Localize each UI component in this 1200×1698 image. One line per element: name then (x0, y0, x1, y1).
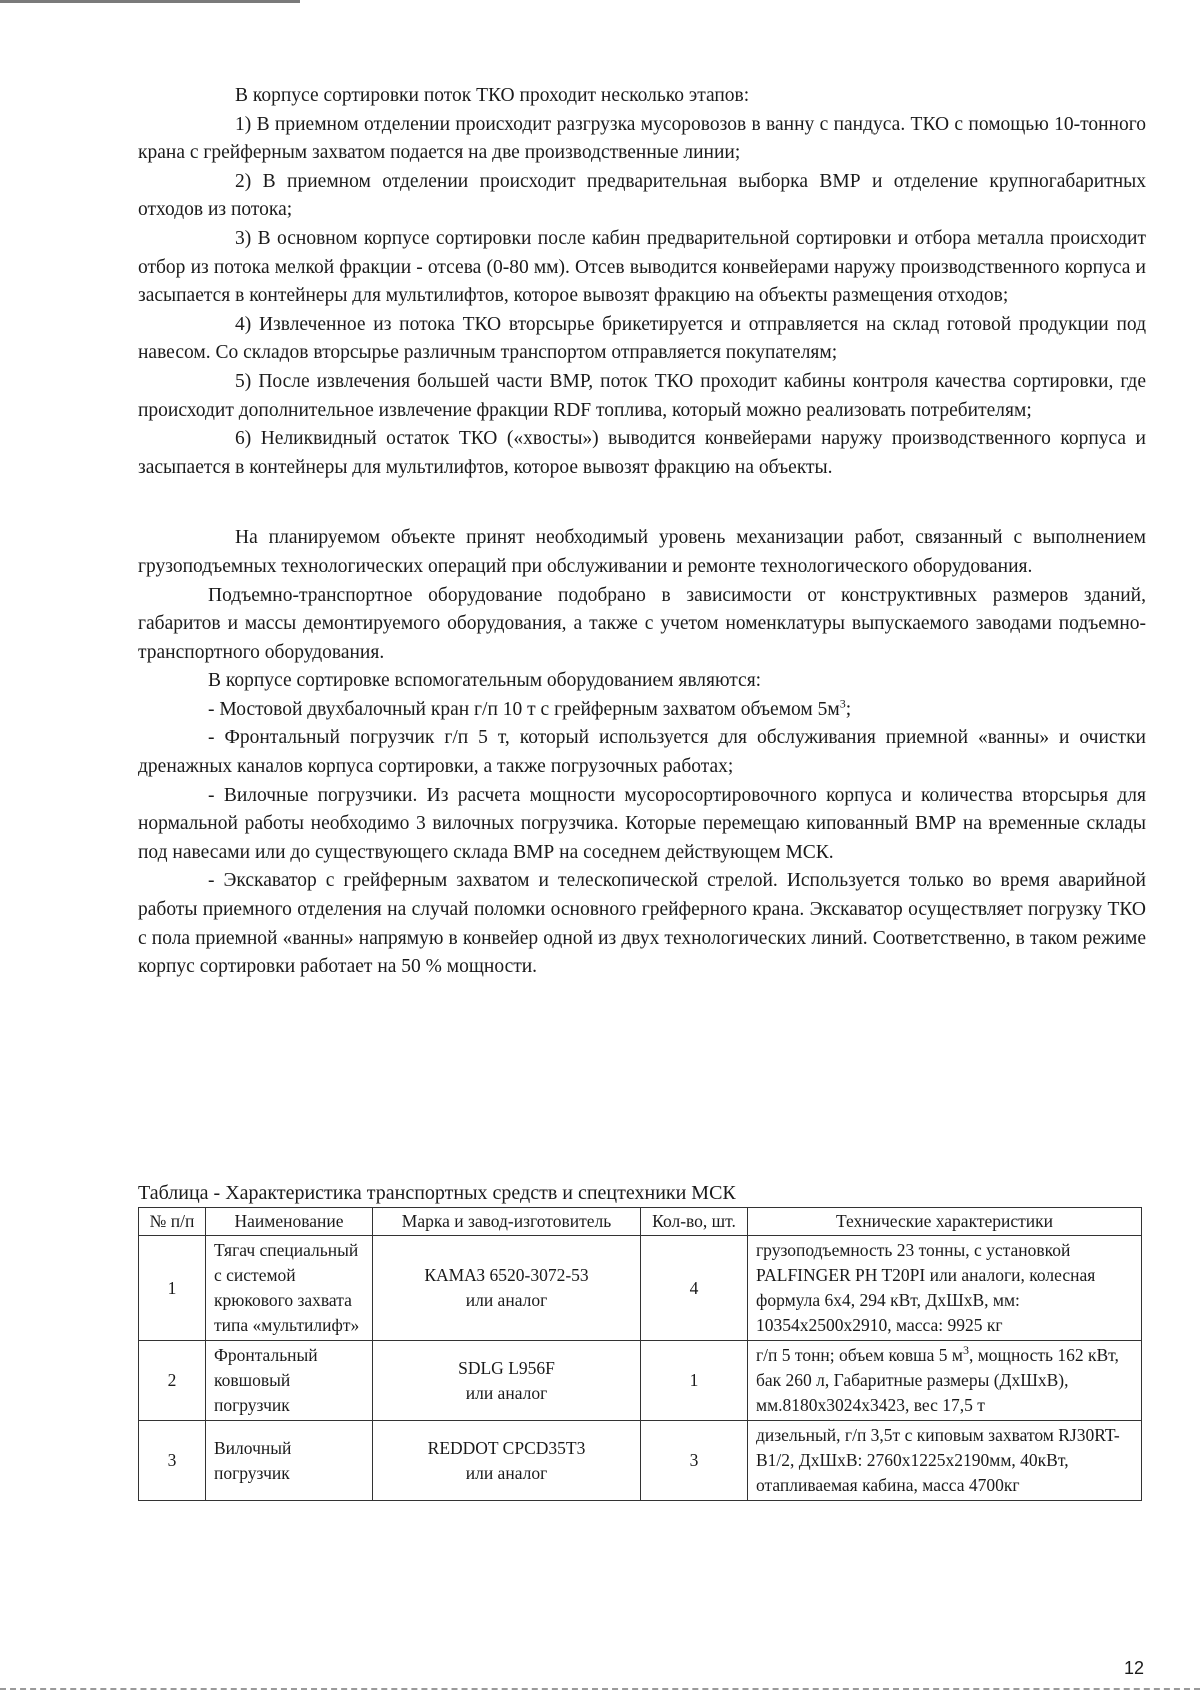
make-model: SDLG L956F (458, 1357, 555, 1378)
make-alt: или аналог (465, 1290, 548, 1310)
table-row (139, 1341, 1142, 1421)
header-name: Наименование (206, 1208, 373, 1236)
make-alt: или аналог (465, 1382, 548, 1403)
table-row (139, 1421, 1142, 1501)
cell-make (373, 1421, 641, 1501)
list-item: 1) В приемном отделении происходит разгрузка мусоровозов в ванну с пандуса. ТКО с помощью 10-тонного крана с грейферным захватом подается на две производственные линии; (138, 113, 1146, 164)
cell-make (373, 1236, 641, 1341)
paragraph: В корпусе сортировке вспомогательным оборудованием являются: (208, 670, 762, 692)
list-item: - Экскаватор с грейферным захватом и телескопической стрелой. Используется только во время аварийной работы приемного отделения на случай поломки основного грейферного крана. Экскаватор осуществляет погрузку ТКО с пола приемной «ванны» напрямую в конвейер одной из двух технологических линий. Соответственно, в таком режиме корпус сортировки работает на 50 % мощности. (138, 870, 1146, 978)
cell-num: 1 (139, 1236, 206, 1341)
list-item: 4) Извлеченное из потока ТКО вторсырье брикетируется и отправляется на склад готовой продукции под навесом. Со складов вторсырье различным транспортом отправляется покупателям; (138, 313, 1146, 364)
document-body (138, 82, 1146, 982)
cell-qty: 4 (641, 1236, 748, 1341)
cell-qty: 1 (641, 1341, 748, 1421)
paragraph: В корпусе сортировки поток ТКО проходит несколько этапов: (235, 85, 750, 106)
header-tech: Технические характеристики (748, 1208, 1142, 1236)
equipment-table (138, 1207, 1142, 1501)
cell-num: 3 (139, 1421, 206, 1501)
list-item: - Фронтальный погрузчик г/п 5 т, который используется для обслуживания приемной «ванны» и очистки дренажных каналов корпуса сортировки, а также погрузочных работах; (138, 727, 1146, 778)
cell-name: Вилочный погрузчик (206, 1421, 373, 1501)
scan-edge-top (0, 0, 300, 3)
table-row (139, 1236, 1142, 1341)
cell-name: Тягач специальный с системой крюкового захвата типа «мультилифт» (206, 1236, 373, 1341)
make-model: REDDOT CPCD35T3 (427, 1437, 586, 1458)
cell-name: Фронтальный ковшовый погрузчик (206, 1341, 373, 1421)
cell-tech: г/п 5 тонн; объем ковша 5 $м^3$, мощность 162 кВт, бак 260 л, Габаритные размеры (ДхШхВ), мм.8180х3024х3423, вес 17,5 т (748, 1341, 1142, 1421)
make-model: КАМАЗ 6520-3072-53 (424, 1265, 589, 1285)
header-num: № п/п (139, 1208, 206, 1236)
page-number: 12 (1124, 1658, 1145, 1678)
list-item: 5) После извлечения большей части ВМР, поток ТКО проходит кабины контроля качества сортировки, где происходит дополнительное извлечение фракции RDF топлива, который можно реализовать потребителям; (138, 370, 1146, 421)
header-qty: Кол-во, шт. (641, 1208, 748, 1236)
cell-make (373, 1341, 641, 1421)
cell-num: 2 (139, 1341, 206, 1421)
scan-edge-bottom (0, 1688, 1200, 1690)
list-item: 2) В приемном отделении происходит предварительная выборка ВМР и отделение крупногабаритных отходов из потока; (138, 170, 1146, 221)
make-alt: или аналог (465, 1462, 548, 1483)
list-item: - Мостовой двухбалочный кран г/п 10 т с грейферным захватом объемом $5м^3$; (208, 696, 852, 720)
list-item: 6) Неликвидный остаток ТКО («хвосты») выводится конвейерами наружу производственного корпуса и засыпается в контейнеры для мультилифтов, которое вывозят фракцию на объекты. (138, 428, 1146, 478)
list-item: - Вилочные погрузчики. Из расчета мощности мусоросортировочного корпуса и количества вторсырья для нормальной работы необходимо 3 вилочных погрузчика. Которые перемещаю кипованный ВМР на временные склады под навесами или до существующего склада ВМР на соседнем действующем МСК. (138, 784, 1146, 863)
table-caption: Таблица - Характеристика транспортных средств и спецтехники МСК (138, 1182, 736, 1204)
cell-tech: грузоподъемность 23 тонны, с установкой PALFINGER PH T20PI или аналоги, колесная формула 6х4, 294 кВт, ДхШхВ, мм: 10354х2500х2910, масса: 9925 кг (748, 1236, 1142, 1341)
cell-qty: 3 (641, 1421, 748, 1501)
cell-tech: дизельный, г/п 3,5т с киповым захватом RJ30RT-B1/2, ДхШхВ: 2760х1225х2190мм, 40кВт, отапливаемая кабина, масса 4700кг (748, 1421, 1142, 1501)
list-item: 3) В основном корпусе сортировки после кабин предварительной сортировки и отбора металла происходит отбор из потока мелкой фракции - отсева (0-80 мм). Отсев выводится конвейерами наружу производственного корпуса и засыпается в контейнеры для мультилифтов, которое вывозят фракцию на объекты размещения отходов; (138, 227, 1146, 307)
table-header-row (139, 1208, 1142, 1236)
paragraph: Подъемно-транспортное оборудование подобрано в зависимости от конструктивных размеров зданий, габаритов и массы демонтируемого оборудования, а также с учетом номенклатуры выпускаемого заводами подъемно-транспортного оборудования. (138, 584, 1146, 663)
header-make: Марка и завод-изготовитель (373, 1208, 641, 1236)
paragraph: На планируемом объекте принят необходимый уровень механизации работ, связанный с выполнением грузоподъемных технологических операций при обслуживании и ремонте технологического оборудования. (138, 527, 1146, 577)
